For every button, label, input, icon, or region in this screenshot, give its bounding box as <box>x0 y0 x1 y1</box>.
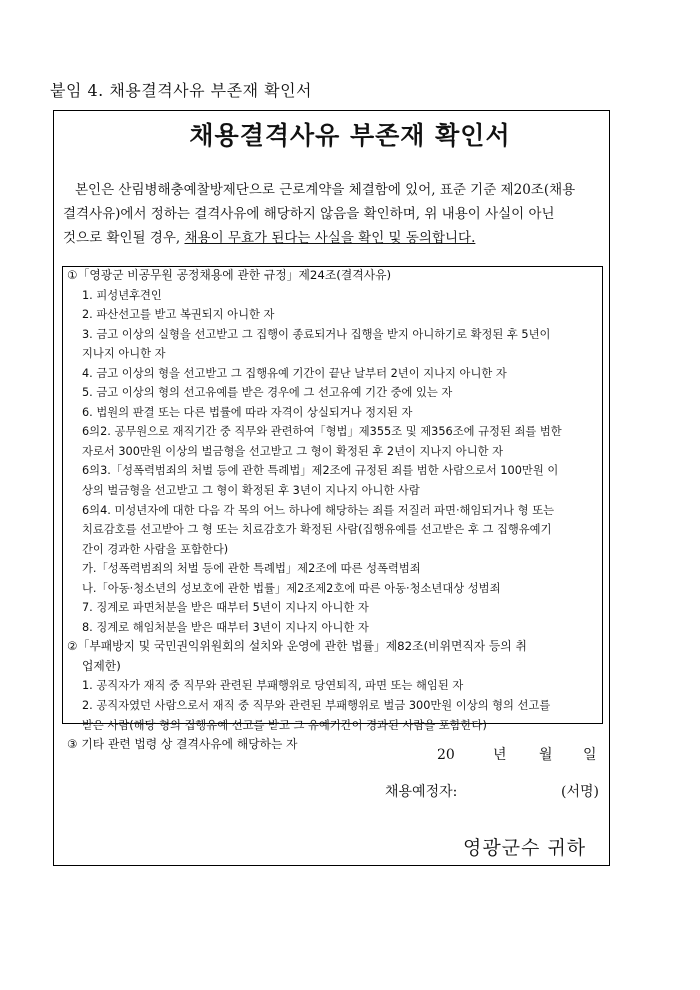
criteria-item: 치료감호를 선고받아 그 형 또는 치료감호가 확정된 사람(집행유예를 선고받은 후 그 집행유예기 <box>82 523 552 537</box>
date-year-unit: 년 <box>493 747 507 763</box>
criteria-item: 4. 금고 이상의 형을 선고받고 그 집행유예 기간이 끝난 날부터 2년이 지나지 아니한 자 <box>82 366 507 380</box>
criteria-item: 6. 법원의 판결 또는 다른 법률에 따라 자격이 상실되거나 정지된 자 <box>82 405 413 419</box>
applicant-label: 채용예정자: <box>385 784 458 800</box>
criteria-list <box>67 266 600 755</box>
intro-line: 결격사유)에서 정하는 결격사유에 해당하지 않음을 확인하며, 위 내용이 사실이 아닌 <box>63 206 555 222</box>
intro-line <box>63 226 603 250</box>
signature-label: (서명) <box>561 784 599 800</box>
criteria-item: 가.「성폭력범죄의 처벌 등에 관한 특례법」제2조에 따른 성폭력범죄 <box>82 562 421 576</box>
criteria-item: 자로서 300만원 이상의 벌금형을 선고받고 그 형이 확정된 후 2년이 지나지 아니한 자 <box>82 444 504 458</box>
criteria-item: 3. 금고 이상의 실형을 선고받고 그 집행이 종료되거나 집행을 받지 아니하기로 확정된 후 5년이 <box>82 327 551 341</box>
criteria-item: 받은 사람(해당 형의 집행유예 선고를 받고 그 유예기간이 경과된 사람을 포함한다) <box>82 718 487 732</box>
criteria-item: 6의2. 공무원으로 재직기간 중 직무와 관련하여「형법」제355조 및 제356조에 규정된 죄를 범한 <box>82 425 562 439</box>
date-month-unit: 월 <box>539 747 553 763</box>
criteria-item: 지나지 아니한 자 <box>82 347 166 361</box>
criteria-item: 7. 징계로 파면처분을 받은 때부터 5년이 지나지 아니한 자 <box>82 601 369 615</box>
intro-underlined-text: 채용이 무효가 된다는 사실을 확인 및 동의합니다. <box>184 230 476 246</box>
date-year: 20 <box>437 747 455 763</box>
criteria-item: 2. 파산선고를 받고 복권되지 아니한 자 <box>82 308 275 322</box>
intro-line-text: 것으로 확인될 경우, <box>63 230 185 246</box>
criteria-item: 1. 피성년후견인 <box>82 288 162 302</box>
criteria-section-heading: 업제한) <box>82 658 121 673</box>
date-day-unit: 일 <box>583 747 597 763</box>
intro-line: 본인은 산림병해충예찰방제단으로 근로계약을 체결함에 있어, 표준 기준 제20조(채용 <box>75 182 576 198</box>
criteria-item: 5. 금고 이상의 형의 선고유예를 받은 경우에 그 선고유예 기간 중에 있는 자 <box>82 386 453 400</box>
document-title: 채용결격사유 부존재 확인서 <box>189 121 511 150</box>
criteria-item: 간이 경과한 사람을 포함한다) <box>82 542 229 556</box>
intro-paragraph <box>63 178 603 250</box>
criteria-item: 6의4. 미성년자에 대한 다음 각 목의 어느 하나에 해당하는 죄를 저질러 파면·해임되거나 형 또는 <box>82 503 555 517</box>
criteria-item: 1. 공직자가 재직 중 직무와 관련된 부패행위로 당연퇴직, 파면 또는 해임된 자 <box>82 679 464 693</box>
criteria-section-heading: ①「영광군 비공무원 공정채용에 관한 규정」제24조(결격사유) <box>67 268 392 282</box>
addressee: 영광군수 귀하 <box>463 837 587 859</box>
criteria-item: 8. 징계로 해임처분을 받은 때부터 3년이 지나지 아니한 자 <box>82 620 369 634</box>
attachment-label: 붙임 4. 채용결격사유 부존재 확인서 <box>50 81 312 100</box>
criteria-item: 2. 공직자였던 사람으로서 재직 중 직무와 관련된 부패행위로 벌금 300만원 이상의 형의 선고를 <box>82 699 551 713</box>
criteria-item: 상의 벌금형을 선고받고 그 형이 확정된 후 3년이 지나지 아니한 사람 <box>82 484 420 498</box>
criteria-section-heading: ②「부패방지 및 국민권익위원회의 설치와 운영에 관한 법률」제82조(비위면직자 등의 취 <box>67 639 527 654</box>
date-line <box>437 744 597 764</box>
criteria-item: 나.「아동·청소년의 성보호에 관한 법률」제2조제2호에 따른 아동·청소년대상 성범죄 <box>82 581 501 595</box>
criteria-section-heading: ③ 기타 관련 법령 상 결격사유에 해당하는 자 <box>67 737 298 752</box>
criteria-item: 6의3.「성폭력범죄의 처벌 등에 관한 특례법」제2조에 규정된 죄를 범한 사람으로서 100만원 이 <box>82 464 559 478</box>
